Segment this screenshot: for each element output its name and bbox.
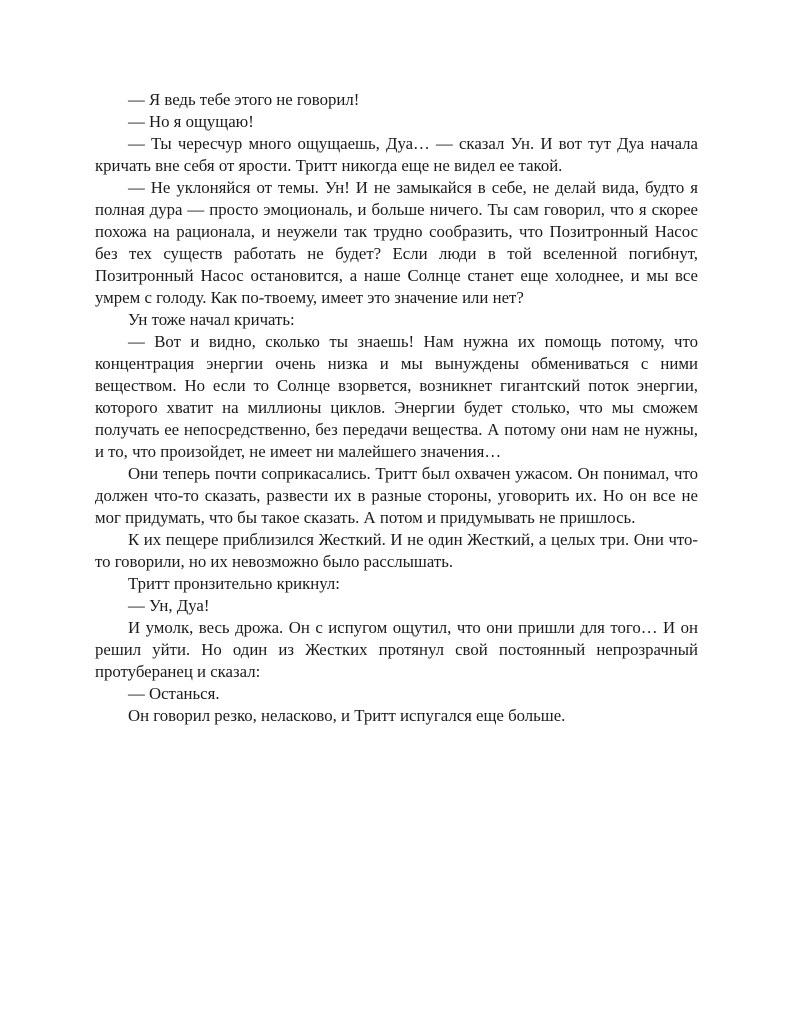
paragraph: Они теперь почти соприкасались. Тритт был охвачен ужасом. Он понимал, что должен что-то сказать, развести их в разные стороны, уговорить их. Но он все не мог придумать, что бы такое сказать. А потом и придумывать не пришлось. (95, 464, 698, 527)
paragraph: — Ты чересчур много ощущаешь, Дуа… — сказал Ун. И вот тут Дуа начала кричать вне себя от ярости. Тритт никогда еще не видел ее такой. (95, 134, 698, 175)
paragraph: — Ун, Дуа! (128, 596, 210, 615)
paragraph: — Останься. (128, 684, 220, 703)
body-text (95, 89, 698, 727)
paragraph: — Не уклоняйся от темы. Ун! И не замыкайся в себе, не делай вида, будто я полная дура — просто эмоциональ, и больше ничего. Ты сам говорил, что я скорее похожа на рационала, и неужели так трудно сообразить, что Позитронный Насос без тех существ работать не будет? Если люди в той вселенной погибнут, Позитронный Насос остановится, а наше Солнце станет еще холоднее, и мы все умрем с голоду. Как по-твоему, имеет это значение или нет? (95, 178, 698, 307)
paragraph: — Но я ощущаю! (128, 112, 254, 131)
paragraph: Тритт пронзительно крикнул: (128, 574, 340, 593)
paragraph: И умолк, весь дрожа. Он с испугом ощутил, что они пришли для того… И он решил уйти. Но один из Жестких протянул свой постоянный непрозрачный протуберанец и сказал: (95, 618, 698, 681)
paragraph: — Я ведь тебе этого не говорил! (128, 90, 360, 109)
paragraph: К их пещере приблизился Жесткий. И не один Жесткий, а целых три. Они что-то говорили, но их невозможно было расслышать. (95, 530, 698, 571)
paragraph: Он говорил резко, неласково, и Тритт испугался еще больше. (128, 706, 566, 725)
paragraph: Ун тоже начал кричать: (128, 310, 295, 329)
paragraph: — Вот и видно, сколько ты знаешь! Нам нужна их помощь потому, что концентрация энергии очень низка и мы вынуждены обмениваться с ними веществом. Но если то Солнце взорвется, возникнет гигантский поток энергии, которого хватит на миллионы циклов. Энергии будет столько, что мы сможем получать ее непосредственно, без передачи вещества. А потому они нам не нужны, и то, что произойдет, не имеет ни малейшего значения… (95, 332, 698, 461)
